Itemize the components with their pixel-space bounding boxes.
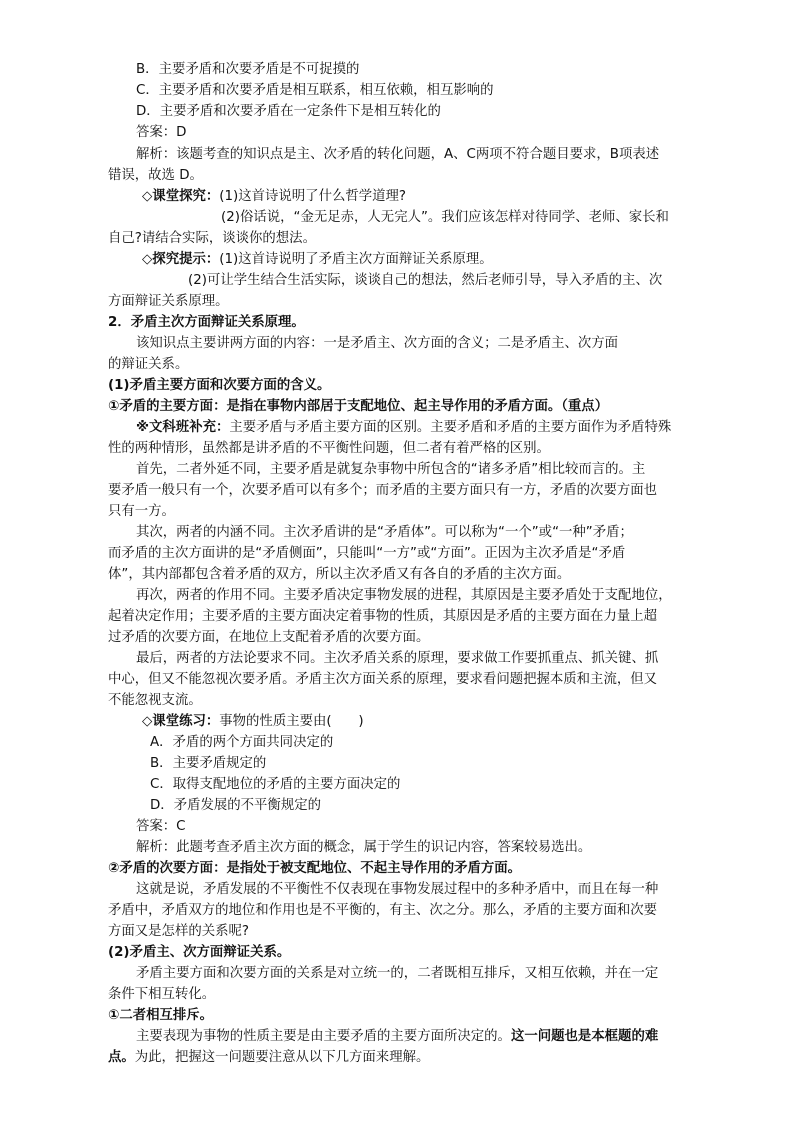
hint-label: ◇探究提示： [142,252,220,267]
section-heading: 2．矛盾主次方面辩证关系原理。 [108,315,305,330]
analysis-line: 错误，故选 D。 [108,168,203,183]
option-d: D．主要矛盾和次要矛盾在一定条件下是相互转化的 [136,104,441,119]
option-b: B．主要矛盾和次要矛盾是不可捉摸的 [136,62,360,77]
paragraph-line: 要矛盾一般只有一个，次要矛盾可以有多个；而矛盾的主要方面只有一方，矛盾的次要方面也 [108,483,658,498]
supplement-line [136,418,671,438]
paragraph-line: 首先，二者外延不同，主要矛盾是就复杂事物中所包含的“诸多矛盾”相比较而言的。主 [136,462,646,477]
paragraph-line: 体”，其内部都包含着矛盾的双方，所以主次矛盾又有各自的矛盾的主次方面。 [108,567,571,582]
paragraph-line [136,1027,658,1047]
option-a: A．矛盾的两个方面共同决定的 [150,735,334,750]
paragraph-line: 矛盾中，矛盾双方的地位和作用也是不平衡的，有主、次之分。那么，矛盾的主要方面和次要 [108,903,658,918]
inquiry-q2: (2)俗话说，“金无足赤，人无完人”。我们应该怎样对待同学、老师、家长和 [221,210,669,225]
paragraph-line: 只有一方。 [108,504,175,519]
subsection-heading: (2)矛盾主、次方面辩证关系。 [108,945,291,960]
inquiry-q1: (1)这首诗说明了什么哲学道理? [219,189,407,204]
paragraph-line: 条件下相互转化。 [108,987,216,1002]
option-c: C．主要矛盾和次要矛盾是相互联系，相互依赖，相互影响的 [136,83,494,98]
supplement-label: ※文科班补充： [136,420,230,435]
paragraph-line: 方面又是怎样的关系呢? [108,924,250,939]
point-heading: ①二者相互排斥。 [108,1008,214,1023]
answer: 答案：C [136,819,186,834]
supplement-text: 主要矛盾与矛盾主要方面的区别。主要矛盾和矛盾的主要方面作为矛盾特殊 [229,420,672,435]
paragraph-line: 性的两种情形，虽然都是讲矛盾的不平衡性问题，但二者有着严格的区别。 [108,441,550,456]
paragraph-text: 为此，把握这一问题要注意从以下几方面来理解。 [134,1050,430,1065]
option-c: C．取得支配地位的矛盾的主要方面决定的 [150,777,401,792]
paragraph-line: 矛盾主要方面和次要方面的关系是对立统一的，二者既相互排斥，又相互依赖，并在一定 [136,966,659,981]
emphasis-text: 点。 [108,1050,135,1065]
emphasis-text: 这一问题也是本框题的难 [510,1029,659,1044]
paragraph-line: 再次，两者的作用不同。主要矛盾决定事物发展的进程，其原因是主要矛盾处于支配地位， [136,588,672,603]
paragraph-line: 该知识点主要讲两方面的内容：一是矛盾主、次方面的含义；二是矛盾主、次方面 [136,336,619,351]
hint-2-cont: 方面辩证关系原理。 [108,294,229,309]
analysis-line: 解析：该题考查的知识点是主、次矛盾的转化问题，A、C两项不符合题目要求，B项表述 [136,147,660,162]
subsection-heading: (1)矛盾主要方面和次要方面的含义。 [108,378,331,393]
paragraph-line: 而矛盾的主次方面讲的是“矛盾侧面”，只能叫“一方”或“方面”。正因为主次矛盾是“矛盾 [108,546,626,561]
inquiry-q2-cont: 自己?请结合实际，谈谈你的想法。 [108,231,316,246]
analysis-line: 解析：此题考查矛盾主次方面的概念，属于学生的识记内容，答案较易选出。 [136,840,592,855]
paragraph-line: 最后，两者的方法论要求不同。主次矛盾关系的原理，要求做工作要抓重点、抓关键、抓 [136,651,659,666]
exercise-line [142,712,364,732]
paragraph-line: 这就是说，矛盾发展的不平衡性不仅表现在事物发展过程中的多种矛盾中，而且在每一种 [136,882,659,897]
option-d: D．矛盾发展的不平衡规定的 [150,798,321,813]
paragraph-line: 中心，但又不能忽视次要矛盾。矛盾主次方面关系的原理，要求看问题把握本质和主流，但又 [108,672,658,687]
hint-2: (2)可让学生结合生活实际，谈谈自己的想法，然后老师引导，导入矛盾的主、次 [188,273,663,288]
paragraph-text: 主要表现为事物的性质主要是由主要矛盾的主要方面所决定的。 [136,1029,511,1044]
paragraph-line: 起着决定作用；主要矛盾的主要方面决定着事物的性质，其原因是矛盾的主要方面在力量上超 [108,609,658,624]
option-b: B．主要矛盾规定的 [150,756,267,771]
hint-heading-line [142,250,493,270]
definition-secondary-aspect: ②矛盾的次要方面：是指处于被支配地位、不起主导作用的矛盾方面。 [108,861,522,876]
paragraph-line [108,1048,429,1068]
inquiry-heading-line [142,187,406,207]
answer: 答案：D [136,125,187,140]
paragraph-line: 的辩证关系。 [108,357,189,372]
hint-1: (1)这首诗说明了矛盾主次方面辩证关系原理。 [219,252,493,267]
inquiry-label: ◇课堂探究： [142,189,220,204]
definition-main-aspect: ①矛盾的主要方面：是指在事物内部居于支配地位、起主导作用的矛盾方面。（重点） [108,399,609,414]
exercise-label: ◇课堂练习： [142,714,220,729]
exercise-question: 事物的性质主要由( ) [219,714,364,729]
paragraph-line: 不能忽视支流。 [108,693,202,708]
paragraph-line: 其次，两者的内涵不同。主次矛盾讲的是“矛盾体”。可以称为“一个”或“一种”矛盾； [136,525,633,540]
paragraph-line: 过矛盾的次要方面，在地位上支配着矛盾的次要方面。 [108,630,430,645]
